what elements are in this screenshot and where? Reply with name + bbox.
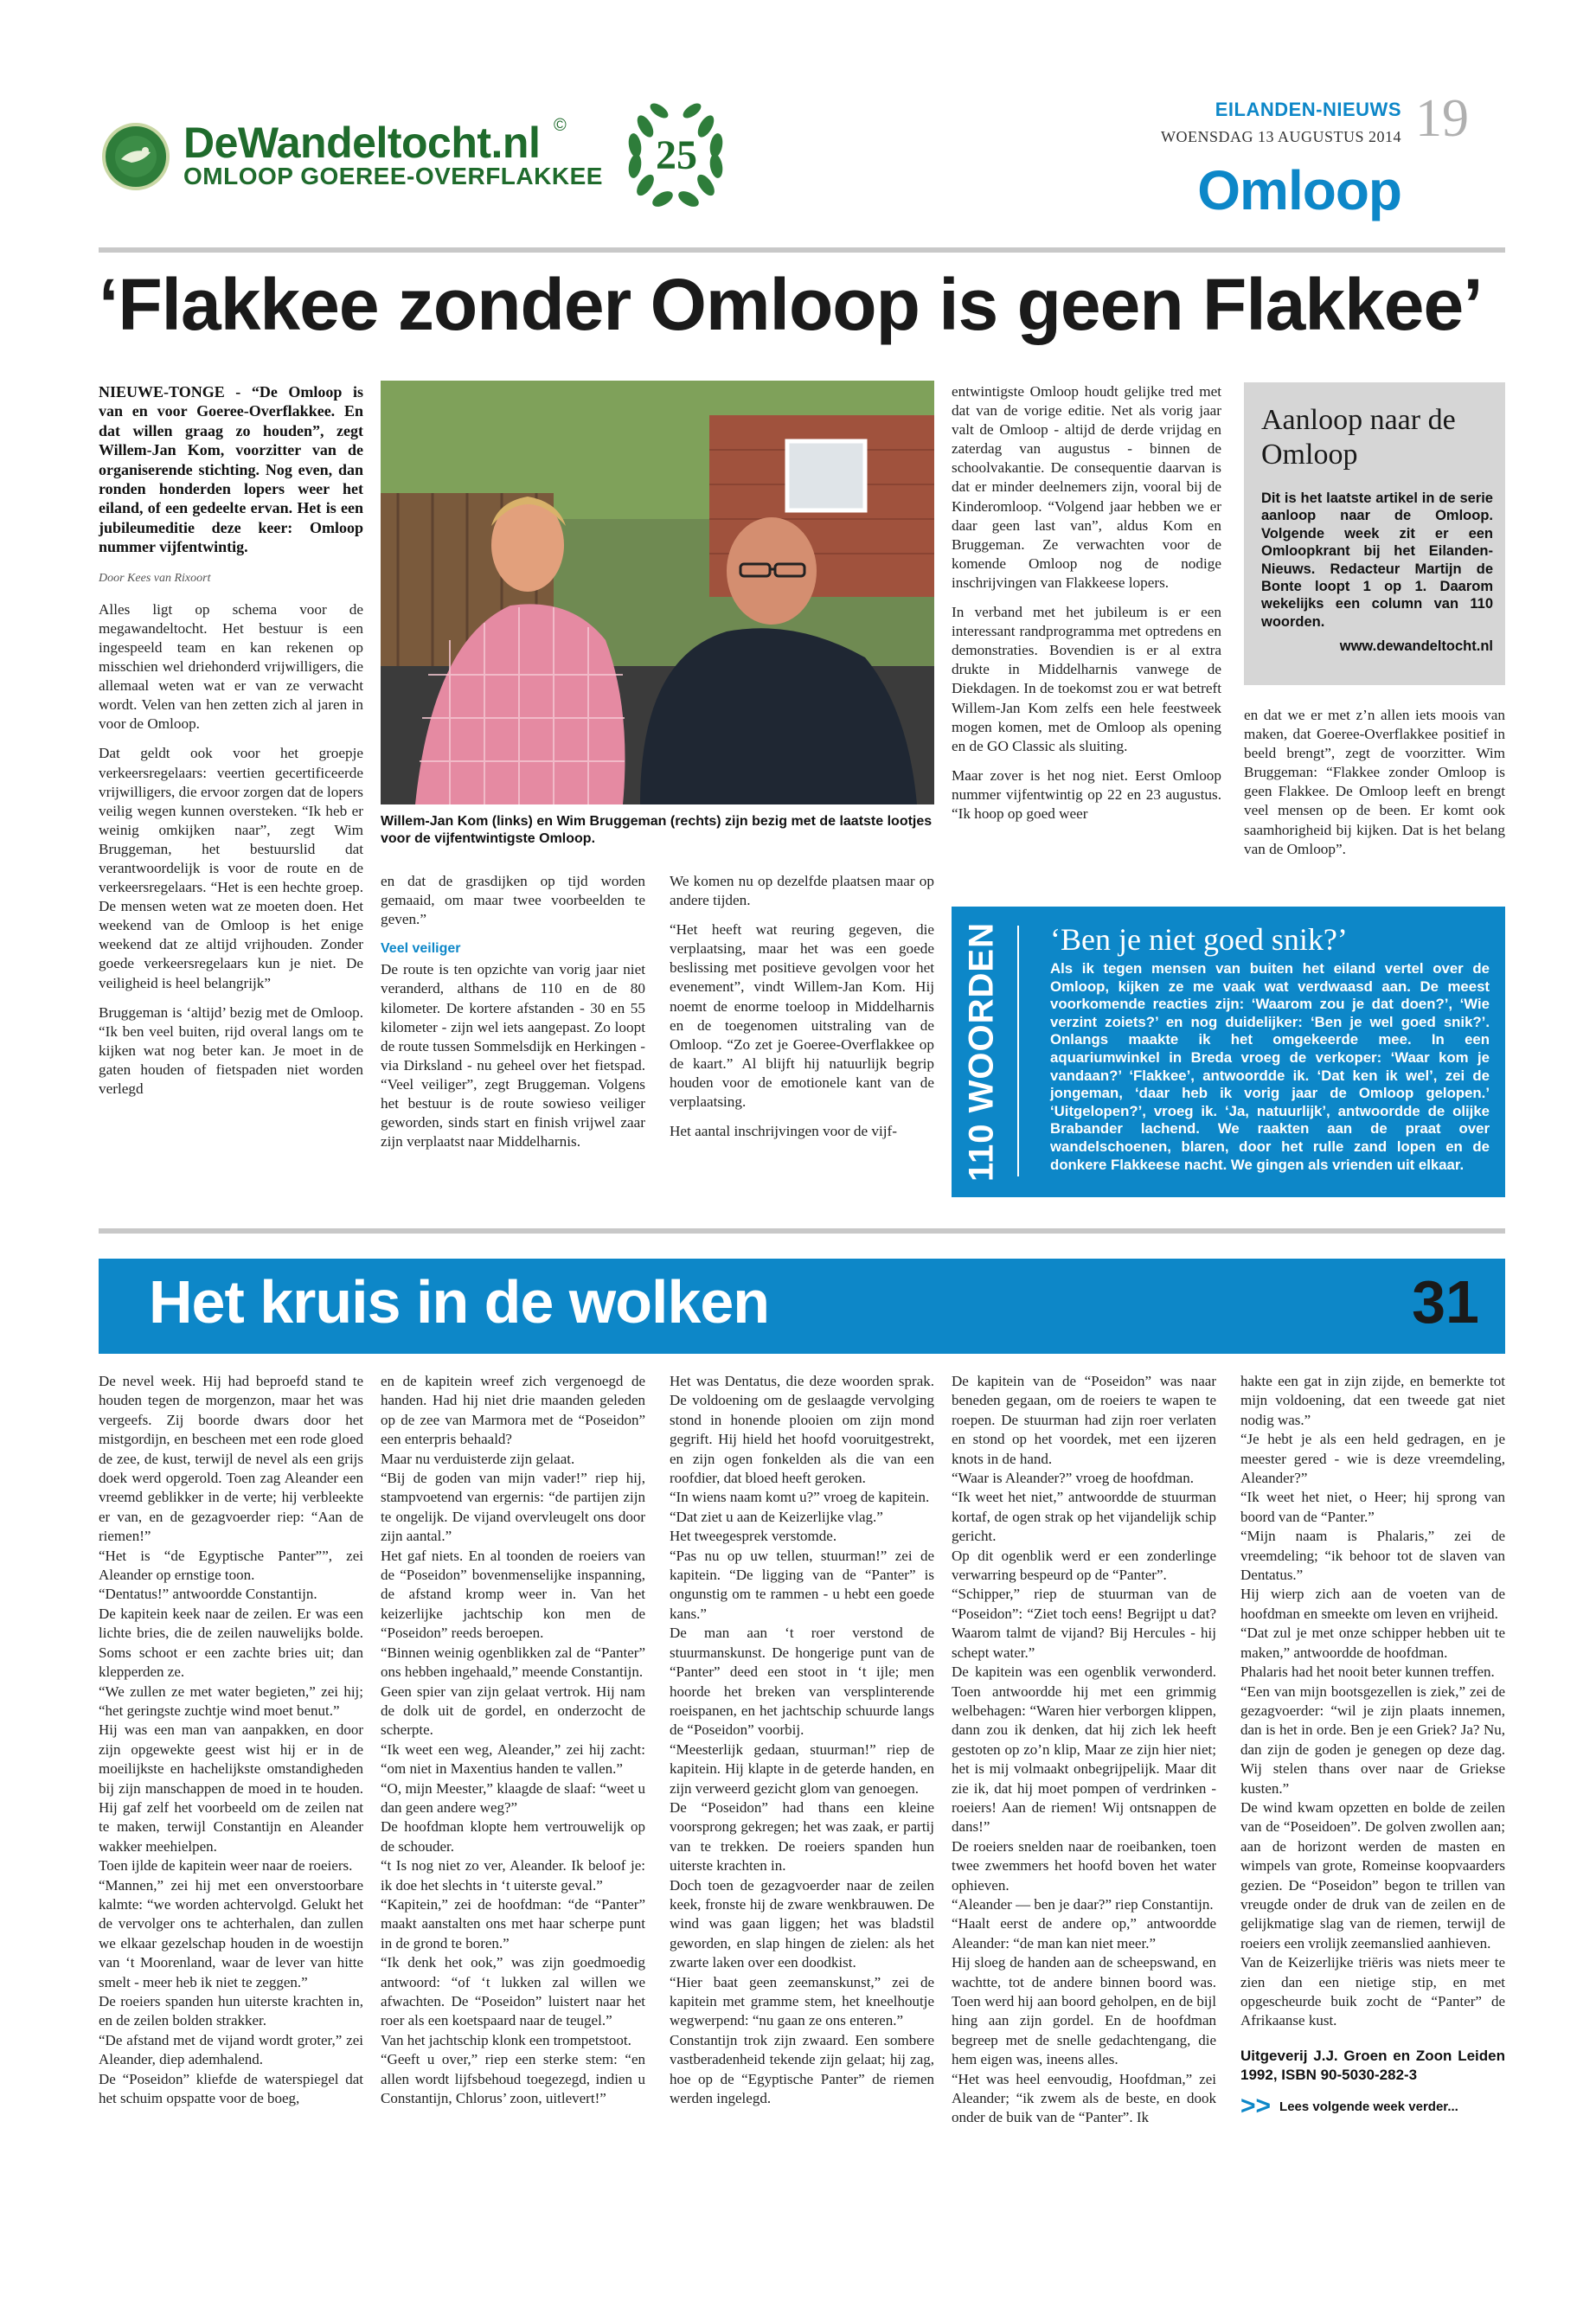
paragraph: Phalaris had het nooit beter kunnen treffen. [1240, 1663, 1495, 1681]
issue-date: WOENSDAG 13 AUGUSTUS 2014 [1160, 128, 1401, 145]
article-photo [381, 381, 934, 804]
paragraph: “Dat ziet u aan de Keizerlijke vlag.” [670, 1508, 883, 1525]
paragraph: Doch toen de gezagvoerder naar de zeilen keek, fronste hij de zware wenkbrauwen. De wind was gaan liggen; het was bladstil geworden, en slap hingen de zielen: als het zwarte laken over een doodkist. [670, 1876, 934, 1971]
paragraph: “Mijn naam is Phalaris,” zei de vreemdeling; “ik behoor tot de slaven van Dentatus.” [1240, 1528, 1505, 1584]
paragraph: “Binnen weinig ogenblikken zal de “Panter” ons hebben ingehaald,” meende Constantijn. [381, 1644, 645, 1681]
paragraph: Het gaf niets. En al toonden de roeiers van de “Poseidon” bovenmenselijke inspanning, de afstand kromp weer in. Van het keizerlijke jachtschip kon men de “Poseidon” reeds beroepen. [381, 1547, 645, 1642]
paragraph: Toen ijlde de kapitein weer naar de roeiers. [99, 1857, 353, 1875]
paragraph: De kapitein keek naar de zeilen. Er was een lichte bries, die de zeilen nauwelijks bolde. Soms schoot er een zachte bries uit; dan klepperden ze. [99, 1605, 363, 1681]
double-chevron-icon: >> [1240, 2091, 1272, 2120]
paragraph: en de kapitein wreef zich vergenoegd de handen. Had hij niet drie maanden geleden op de zee van Marmora met de “Poseidon” een enterpris behaald? [381, 1373, 645, 1448]
paragraph: “Het heeft wat reuring gegeven, die verplaatsing, maar het was een goede beslissing met positieve gevolgen voor het evenement”, vindt Willem-Jan Kom. Hij noemt de enorme toeloop in Middelharnis en de toegenomen uitstraling van de Omloop. “Zo zet je Goeree-Overflakkee op de kaart.” Al blijft hij natuurlijk begrip houden voor de emotionele kant van de verplaatsing. [670, 921, 934, 1111]
header-divider [99, 247, 1505, 253]
paragraph: De roeiers spanden hun uiterste krachten in, en de zeilen bolden strakker. [99, 1993, 363, 2029]
article-lead: NIEUWE-TONGE - “De Omloop is van en voor Goeree-Overflakkee. En dat willen graag zo houden”, zegt Willem-Jan Kom, voorzitter van de organiserende stichting. Nog even, dan ronden honderden lopers weer het eiland, of een gedeelte ervan. Het is een jubileumeditie deze keer: Omloop nummer vijfentwintig. [99, 383, 363, 556]
serial-column-4 [952, 1372, 1216, 2128]
column-label-vertical [952, 907, 1012, 1197]
paragraph: Van het jachtschip klonk een trompetstoot. [381, 2031, 631, 2048]
serial-episode: 31 [1412, 1268, 1479, 1336]
paragraph: Bruggeman is ‘altijd’ bezig met de Omloop. “Ik ben veel buiten, rijd overal langs om te kijken wat nog beter kan. Je moet in de gaten houden of fietspaden niet worden verlegd [99, 1003, 363, 1097]
paragraph: Maar nu verduisterde zijn gelaat. [381, 1450, 575, 1467]
paragraph: “In wiens naam komt u?” vroeg de kapitein. [670, 1489, 930, 1506]
paragraph: De man aan ‘t roer verstond de stuurmanskunst. De hongerige punt van de “Panter” deed een stoot in ‘t ijle; men hoorde het breken van versplinterende roeispanen, en het jachtschip schuurde langs de “Poseidon” voorbij. [670, 1625, 934, 1739]
paragraph: Alles ligt op schema voor de megawandeltocht. Het bestuur is een ingespeeld team en kan rekenen op misschien wel driehonderd vrijwilligers, die allemaal weten wat er van ze verwacht wordt. Velen van hen zetten zich al jaren in voor de Omloop. [99, 600, 363, 733]
paragraph: De nevel week. Hij had beproefd stand te houden tegen de morgenzon, maar het was vergeefs. Zij boorde dwars door het mistgordijn, en bescheen met een rode gloed de zee, de kust, terwijl de nevel als een grijs doek werd opgerold. Toen zag Aleander een vreemd geblikker in de verte; hij verbleekte er van, en de gezagvoerder riep: “Aan de riemen!” [99, 1373, 363, 1545]
column-text: Als ik tegen mensen van buiten het eiland vertel over de Omloop, kijken ze me vaak wat verdwaasd aan. De meest voorkomende reacties zijn: ‘Waarom zou je dat doen?’, ‘Wie verzint zoiets?’ en nog duidelijker: ‘Ben je wel goed snik?’. Onlangs maakte ik het omgekeerde mee. In een aquariumwinkel in Breda vroeg de verkoper: ‘Waar kom je vandaan?’ ‘Flakkee’, antwoordde ik. ‘Dat ken ik wel’, zei de jongeman, ‘daar heb ik vorig jaar de Omloop gelopen.’ ‘Uitgelopen?’, vroeg ik. ‘Ja, natuurlijk’, antwoordde de olijke Brabander lachend. We raakten aan de praat over wandelschoenen, blaren, door het rulle zand lopen en de donkere Flakkeese nacht. We gingen als vrienden uit elkaar. [1050, 960, 1490, 1173]
paragraph: We komen nu op dezelfde plaatsen maar op andere tijden. [670, 873, 934, 909]
paragraph: “Ik weet het niet,” antwoordde de stuurman kortaf, de ogen strak op het vijandelijk schip gericht. [952, 1489, 1216, 1545]
paragraph: “Ik weet een weg, Aleander,” zei hij zacht: “om niet in Maxentius handen te vallen.” [381, 1740, 645, 1778]
paragraph: “Aleander — ben je daar?” riep Constantijn. [952, 1895, 1214, 1913]
article-headline: ‘Flakkee zonder Omloop is geen Flakkee’ [99, 264, 1483, 345]
aanloop-url[interactable]: www.dewandeltocht.nl [1339, 638, 1493, 654]
column-divider [1017, 926, 1019, 1176]
serial-column-5 [1240, 1372, 1505, 2120]
paragraph: entwintigste Omloop houdt gelijke tred met dat van de vorige editie. Net als vorig jaar valt de Omloop - altijd de derde vrijdag en zaterdag van augustus - binnen de schoolvakantie. De consequentie daarvan is dat er minder deelnemers zijn, vooral bij de Kinderomloop. “Volgend jaar hebben we er daar geen last van”, aldus Kom en Bruggeman. Ze verwachten voor de komende Omloop nog de nodige inschrijvingen van Flakkeese lopers. [952, 383, 1221, 591]
paragraph: “We zullen ze met water begieten,” zei hij; “het geringste zuchtje wind moet benut.” [99, 1682, 363, 1719]
continued-text: Lees volgende week verder... [1279, 2099, 1458, 2114]
paragraph: “Het is “de Egyptische Panter””, zei Aleander op ernstige toon. [99, 1547, 363, 1584]
paragraph: De hoofdman klopte hem vertrouwelijk op de schouder. [381, 1818, 645, 1855]
paragraph: “Het was heel eenvoudig, Hoofdman,” zei Aleander; “ik zwem als de beste, en dook onder de buik van de “Panter”. Ik [952, 2070, 1216, 2126]
publisher-credit: Uitgeverij J.J. Groen en Zoon Leiden 1992, ISBN 90-5030-282-3 [1240, 2047, 1505, 2083]
paragraph: “De afstand met de vijand wordt groter,” zei Aleander, diep ademhalend. [99, 2031, 363, 2068]
paragraph: “Je hebt je als een held gedragen, en je meester gered - wie is deze vreemdeling, Aleander?” [1240, 1431, 1505, 1487]
paragraph: Het tweegesprek verstomde. [670, 1528, 837, 1545]
aanloop-text: Dit is het laatste artikel in de serie aanloop naar de Omloop. Volgende week zit er een Omloopkrant bij het Eilanden-Nieuws. Redacteur Martijn de Bonte loopt 1 op 1. Daarom wekelijks een column van 110 woorden. [1261, 490, 1493, 630]
walker-icon [106, 126, 166, 187]
article-column-3 [952, 382, 1221, 824]
article-byline: Door Kees van Rixoort [99, 571, 211, 585]
paragraph: Het aantal inschrijvingen voor de vijf- [670, 1123, 897, 1140]
brand-title: DeWandeltocht.nl [183, 119, 541, 167]
paragraph: De kapitein was een ogenblik verwonderd. Toen antwoordde hij met een grimmig welbehagen: “Waren hier verborgen klippen, dann zou ik denken, dat hij zich lek heeft gestoten op zo’n klip, Maar ze zijn hier niet; het is mij volmaakt onbegrijpelijk. Maar dit zie ik, dat hij moet pompen of verdrinken - roeiers! Aan de riemen! Wij ontsnappen de dans!” [952, 1663, 1216, 1836]
paragraph: en dat de grasdijken op tijd worden gemaaid, om maar twee voorbeelden te geven.” [381, 873, 645, 928]
paragraph: De “Poseidon” had thans een kleine voorsprong gekregen; het was zaak, er partij van te trekken. De roeiers spanden hun uiterste krachten in. [670, 1798, 934, 1875]
section-divider [99, 1228, 1505, 1234]
continued-note [1240, 2091, 1505, 2120]
copyright-mark: © [554, 116, 567, 135]
paragraph: “Ik denk het ook,” was zijn goedmoedig antwoord: “of ‘t lukken zal willen we afwachten. De “Poseidon” luistert naar het roer als een koetspaard naar de teugel.” [381, 1954, 645, 2029]
paragraph: De wind kwam opzetten en bolde de zeilen van de “Poseidoen”. De golven zwollen aan; aan de horizont werden de masten en wimpels van grote, Romeinse koopvaarders gezien. De “Poseidon” begon te trillen van vreugde onder de druk van de zeilen en de gelijkmatige slag van de riemen, terwijl de roeiers een vrolijk zeemanslied aanhieven. [1240, 1798, 1505, 1952]
paragraph: “Haalt eerst de andere op,” antwoordde Aleander: “de man kan niet meer.” [952, 1915, 1216, 1952]
column-label: 110 WOORDEN [962, 922, 1001, 1182]
paragraph: Dat geldt ook voor het groepje verkeersregelaars: veertien gecertificeerde vrijwilligers, die ervoor zorgen dat de lopers veilig wegen kunnen oversteken. “Ik heb er weinig omkijken naar”, zegt Wim Bruggeman, het bestuurslid dat verantwoordelijk is voor de route en de verkeersregelaars. “Het is een hechte groep. De mensen weten wat ze moeten doen. Het weekend van de Omloop is het enige weekend dat ze altijd vrijhouden. Zonder goede verkeersregelaars kun je niet. De veiligheid is heel belangrijk” [99, 745, 363, 991]
paragraph: “Kapitein,” zei de hoofdman: “de “Panter” maakt aanstalten ons met haar scherpe punt in de grond te boren.” [381, 1895, 645, 1952]
paragraph: Hij was een man van aanpakken, en door zijn opgewekte geest wist hij er in de moeilijkste en hachelijkste omstandigheden bij zijn manschappen de moed in te houden. Hij gaf zelf het voorbeeld om de zeilen nat te maken, terwijl Constantijn en Aleander wakker meehielpen. [99, 1721, 363, 1855]
serial-column-2 [381, 1372, 645, 2108]
paragraph: Hij sloeg de handen aan de scheepswand, en wachtte, tot de andere binnen boord was. Toen werd hij aan boord geholpen, en de bijl hing aan zijn gordel. En de hoofdman begreep met de snelle gedachtengang, die hem eigen was, ineens alles. [952, 1954, 1216, 2068]
column-title: ‘Ben je niet goed snik?’ [1050, 922, 1348, 957]
jubilee-number: 25 [656, 132, 697, 178]
article-column-2b [670, 872, 934, 1141]
paragraph: “t Is nog niet zo ver, Aleander. Ik beloof je: ik doe het slechts in ‘t uiterste geval.” [381, 1857, 645, 1894]
page-number: 19 [1415, 89, 1469, 148]
paragraph: “O, mijn Meester,” klaagde de slaaf: “weet u dan geen andere weg?” [381, 1779, 645, 1816]
paragraph: “Dentatus!” antwoordde Constantijn. [99, 1586, 317, 1603]
brand-subtitle: OMLOOP GOEREE-OVERFLAKKEE [183, 163, 603, 189]
paragraph: De “Poseidon” kliefde de waterspiegel dat het schuim opspatte voor de boeg, [99, 2070, 363, 2107]
paragraph: “Bij de goden van mijn vader!” riep hij, stampvoetend van ergernis: “de partijen zijn te ongelijk. De vijand overvleugelt ons door zijn aantal.” [381, 1470, 645, 1545]
paragraph: “Dat zul je met onze schipper hebben uit te maken,” antwoordde de hoofdman. [1240, 1625, 1505, 1661]
paragraph: “Waar is Aleander?” vroeg de hoofdman. [952, 1470, 1194, 1487]
paragraph: “Schipper,” riep de stuurman van de “Poseidon”: “Ziet toch eens! Begrijpt u dat? Waarom talmt de vijand? Bij Hercules - hij schept water.” [952, 1586, 1216, 1661]
serial-column-3 [670, 1372, 934, 2108]
wandeltocht-logo-badge [102, 123, 170, 190]
paragraph: “Ik weet het niet, o Heer; hij sprong van boord van de “Panter.” [1240, 1489, 1505, 1525]
section-title: Omloop [1197, 159, 1401, 221]
paragraph: hakte een gat in zijn zijde, en bemerkte tot mijn voldoening, dat een tweede gat niet nodig was.” [1240, 1373, 1505, 1428]
article-column-1 [99, 382, 363, 1099]
paragraph: Van de Keizerlijke triëris was niets meer te zien dan een nietige stip, en met opgescheurde buik zocht de “Panter” de Afrikaanse kust. [1240, 1954, 1505, 2029]
photo-two-men-illustration [381, 381, 934, 804]
paragraph: Geen spier van zijn gelaat vertrok. Hij nam de dolk uit de gordel, en onderzocht de scherpte. [381, 1682, 645, 1739]
paragraph: Het was Dentatus, die deze woorden sprak. De voldoening om de geslaagde vervolging stond in honende plooien om zijn mond gegrift. Hij hield het hoofd vooruitgestrekt, en zijn ogen fonkelden als die van een roofdier, dat bloed heeft geroken. [670, 1373, 934, 1487]
paragraph: “Een van mijn bootsgezellen is ziek,” zei de gezagvoerder: “wil je zijn plaats innemen, dan is het in orde. Ben je een Griek? Ja? Nu, dan zijn de goden je genegen op deze dag. Wij stelen thans over naar de Griekse kusten.” [1240, 1682, 1505, 1797]
paragraph: De kapitein van de “Poseidon” was naar beneden gegaan, om de roeiers te wapen te roepen. De stuurman had zijn roer verlaten en stond op het voordek, met een ijzeren knots in de hand. [952, 1373, 1216, 1467]
paragraph: “Geeft u over,” riep een sterke stem: “en allen wordt lijfsbehoud toegezegd, indien u Constantijn, Chlorus’ zoon, uitlevert!” [381, 2051, 645, 2107]
photo-caption: Willem-Jan Kom (links) en Wim Bruggeman (rechts) zijn bezig met de laatste lootjes voor de vijfentwintigste Omloop. [381, 814, 933, 846]
serial-title: Het kruis in de wolken [149, 1268, 770, 1336]
newspaper-name: EILANDEN-NIEUWS [1215, 99, 1401, 120]
paragraph: Op dit ogenblik werd er een zonderlinge verwarring bespeurd op de “Panter”. [952, 1547, 1216, 1584]
paragraph: “Mannen,” zei hij met een onverstoorbare kalmte: “we worden achtervolgd. Gelukt het de vervolger ons te achterhalen, dan zullen we elkaar gezelschap houden in de woestijn van ‘t Moorenland, waar de lever van hitte smelt - meer heb ik niet te zeggen.” [99, 1876, 363, 1990]
paragraph: De route is ten opzichte van vorig jaar niet veranderd, althans de 110 en de 80 kilometer. De kortere afstanden - 30 en 55 kilometer - zijn wel iets aangepast. Zo loopt de route tussen Sommelsdijk en Herkingen - via Dirksland - nu geheel over het fietspad. “Veel veiliger”, zegt Bruggeman. Volgens het bestuur is de route sowieso veiliger geworden, sinds start en finish vrijwel zaar zijn verplaatst naar Middelharnis. [381, 961, 645, 1150]
article-column-4 [1244, 706, 1505, 859]
article-column-2a [381, 872, 645, 1151]
paragraph: “Pas nu op uw tellen, stuurman!” zei de kapitein. “De ligging van de “Panter” is ongunstig om te rammen - u hebt een goede kans.” [670, 1547, 934, 1622]
paragraph: “Hier baat geen zeemanskunst,” zei de kapitein met gramme stem, het kneelhoutje wegwerpend: “nu gaan ze ons enteren.” [670, 1973, 934, 2029]
aanloop-title: Aanloop naar de Omloop [1261, 404, 1456, 471]
paragraph: Constantijn trok zijn zwaard. Een sombere vastberadenheid tekende zijn gelaat; hij zag, hoe op de “Egyptische Panter” de riemen werden ingelegd. [670, 2031, 934, 2107]
paragraph: en dat we er met z’n allen iets moois van maken, dat Goeree-Overflakkee positief in beeld brengt”, zegt de voorzitter. Wim Bruggeman: “Flakkee zonder Omloop is geen Flakkee. De Omloop leeft en brengt veel mensen op de been. Er komt ook saamhorigheid bij kijken. Dat is het belang van de Omloop”. [1244, 707, 1505, 857]
subheading: Veel veiliger [381, 941, 461, 957]
paragraph: In verband met het jubileum is er een interessant randprogramma met optredens en demonstraties. Bovendien is er al extra drukte in Middelharnis vanwege de Diekdagen. In de toekomst zou er wat betreft Willem-Jan Kom zelfs een hele feestweek mogen komen, met de Omloop als opening en de GO Classic als sluiting. [952, 604, 1221, 754]
paragraph: Hij wierp zich aan de voeten van de hoofdman en smeekte om leven en vrijheid. [1240, 1586, 1505, 1622]
paragraph: De roeiers snelden naar de roeibanken, toen twee zwemmers het hoofd boven het water ophieven. [952, 1837, 1216, 1894]
paragraph: Maar zover is het nog niet. Eerst Omloop nummer vijfentwintig op 22 en 23 augustus. “Ik hoop op goed weer [952, 766, 1221, 822]
paragraph: “Meesterlijk gedaan, stuurman!” riep de kapitein. Hij klapte in de geterde handen, en zijn verweerd gezicht glom van genoegen. [670, 1740, 934, 1797]
serial-column-1 [99, 1372, 363, 2108]
